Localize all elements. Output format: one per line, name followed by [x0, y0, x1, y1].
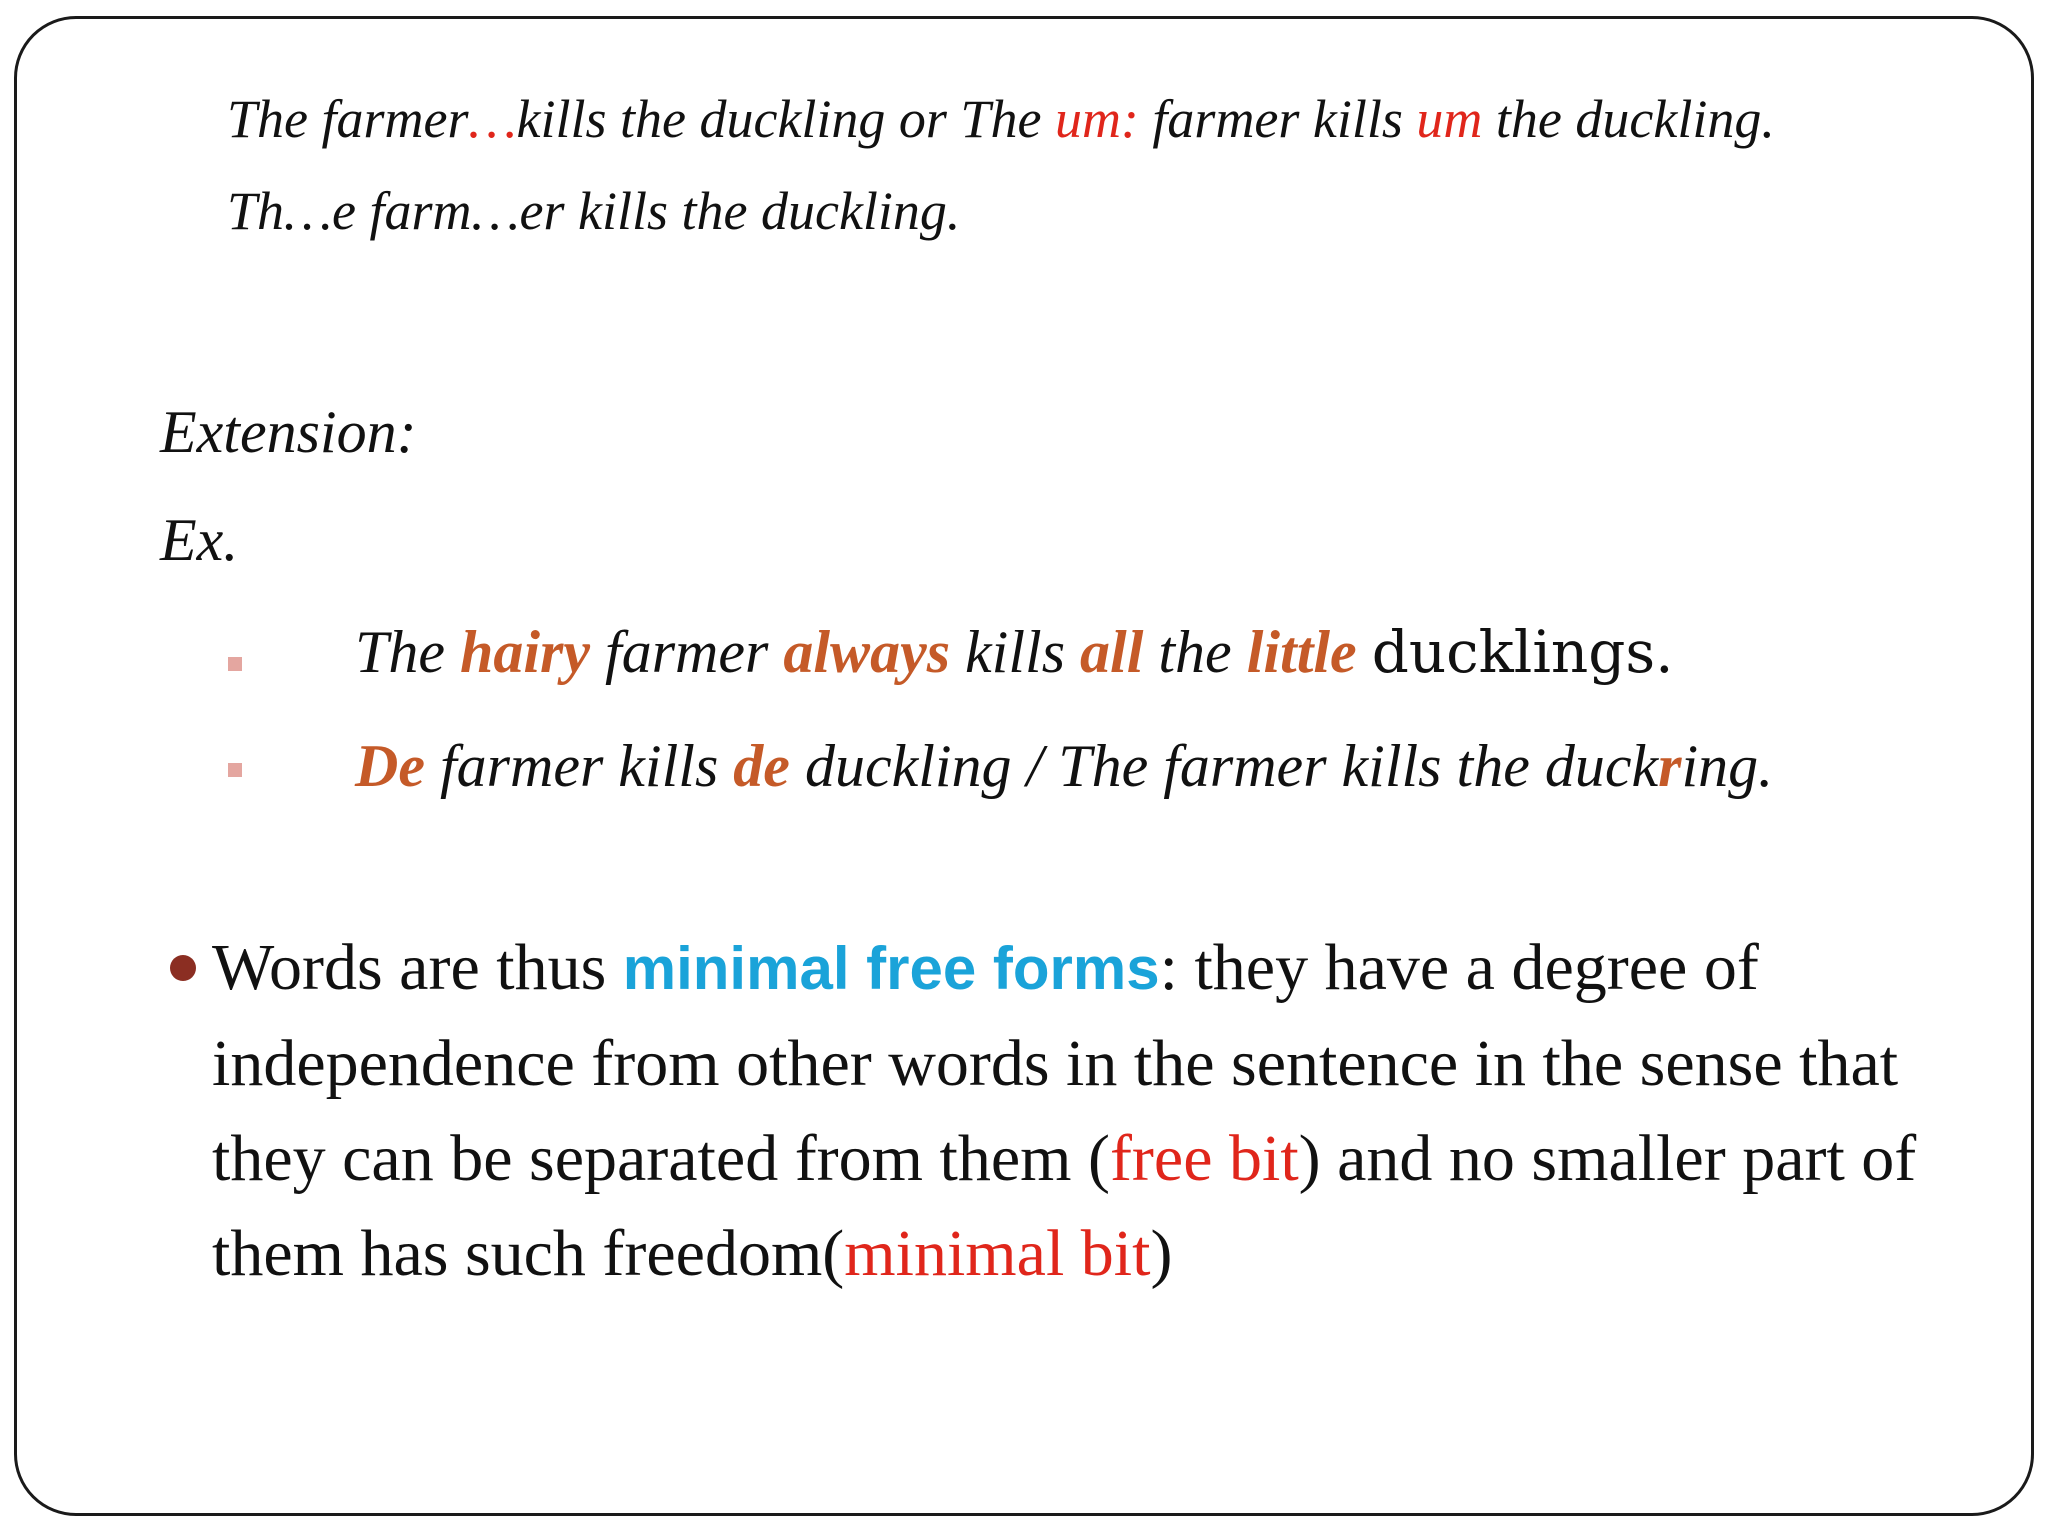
example-line-2: Th…e farm…er kills the duckling. [227, 181, 961, 241]
sentence-text: kills [950, 619, 1081, 685]
sub-bullet-1 [355, 618, 1674, 686]
ex-label: Ex. [160, 507, 239, 573]
main-bullet-paragraph [212, 920, 2012, 1301]
sub-bullet-2 [355, 733, 1774, 799]
extension-heading: Extension: [160, 399, 417, 465]
pause-ellipsis: … [468, 89, 517, 149]
square-bullet-icon [228, 657, 242, 671]
inserted-word-little: little [1246, 619, 1357, 685]
inserted-word-all: all [1080, 619, 1144, 685]
filler-um: um [1416, 89, 1483, 149]
sentence-text: farmer kills [424, 733, 734, 799]
square-bullet-icon [228, 763, 242, 777]
paragraph-text: Words are thus [212, 931, 623, 1004]
sentence-text-ducklings: ducklings. [1371, 618, 1674, 686]
paragraph-text: ) [1150, 1217, 1173, 1290]
sentence-text: ing. [1681, 733, 1774, 799]
paragraph-text: ) and no smaller part of them has such freedom( [212, 1122, 1917, 1290]
sentence-text [1357, 619, 1372, 685]
term-free-bit: free bit [1109, 1122, 1299, 1195]
sentence-text: the [1143, 619, 1247, 685]
dialect-word-de: De [355, 733, 425, 799]
filler-um-colon: um: [1054, 89, 1139, 149]
example-text: kills the duckling or The [516, 89, 1055, 149]
example-text: farmer kills [1138, 89, 1417, 149]
inserted-word-hairy: hairy [460, 619, 591, 685]
sentence-text: The [355, 619, 460, 685]
example-line-1 [227, 89, 1775, 149]
inserted-word-always: always [783, 619, 951, 685]
sentence-text: duckling / The farmer kills the duck [789, 733, 1659, 799]
example-text: The farmer [227, 89, 469, 149]
round-bullet-icon [170, 955, 196, 981]
dialect-letter-r: r [1658, 733, 1682, 799]
paragraph-text: : they have a degree of independence from other words in the sentence in the sense that they can be separated from them ( [212, 931, 1899, 1195]
sentence-text: farmer [590, 619, 784, 685]
term-minimal-bit: minimal bit [844, 1217, 1151, 1290]
example-text: the duckling. [1482, 89, 1775, 149]
term-minimal-free-forms: minimal free forms [622, 935, 1160, 1002]
dialect-word-de: de [733, 733, 790, 799]
